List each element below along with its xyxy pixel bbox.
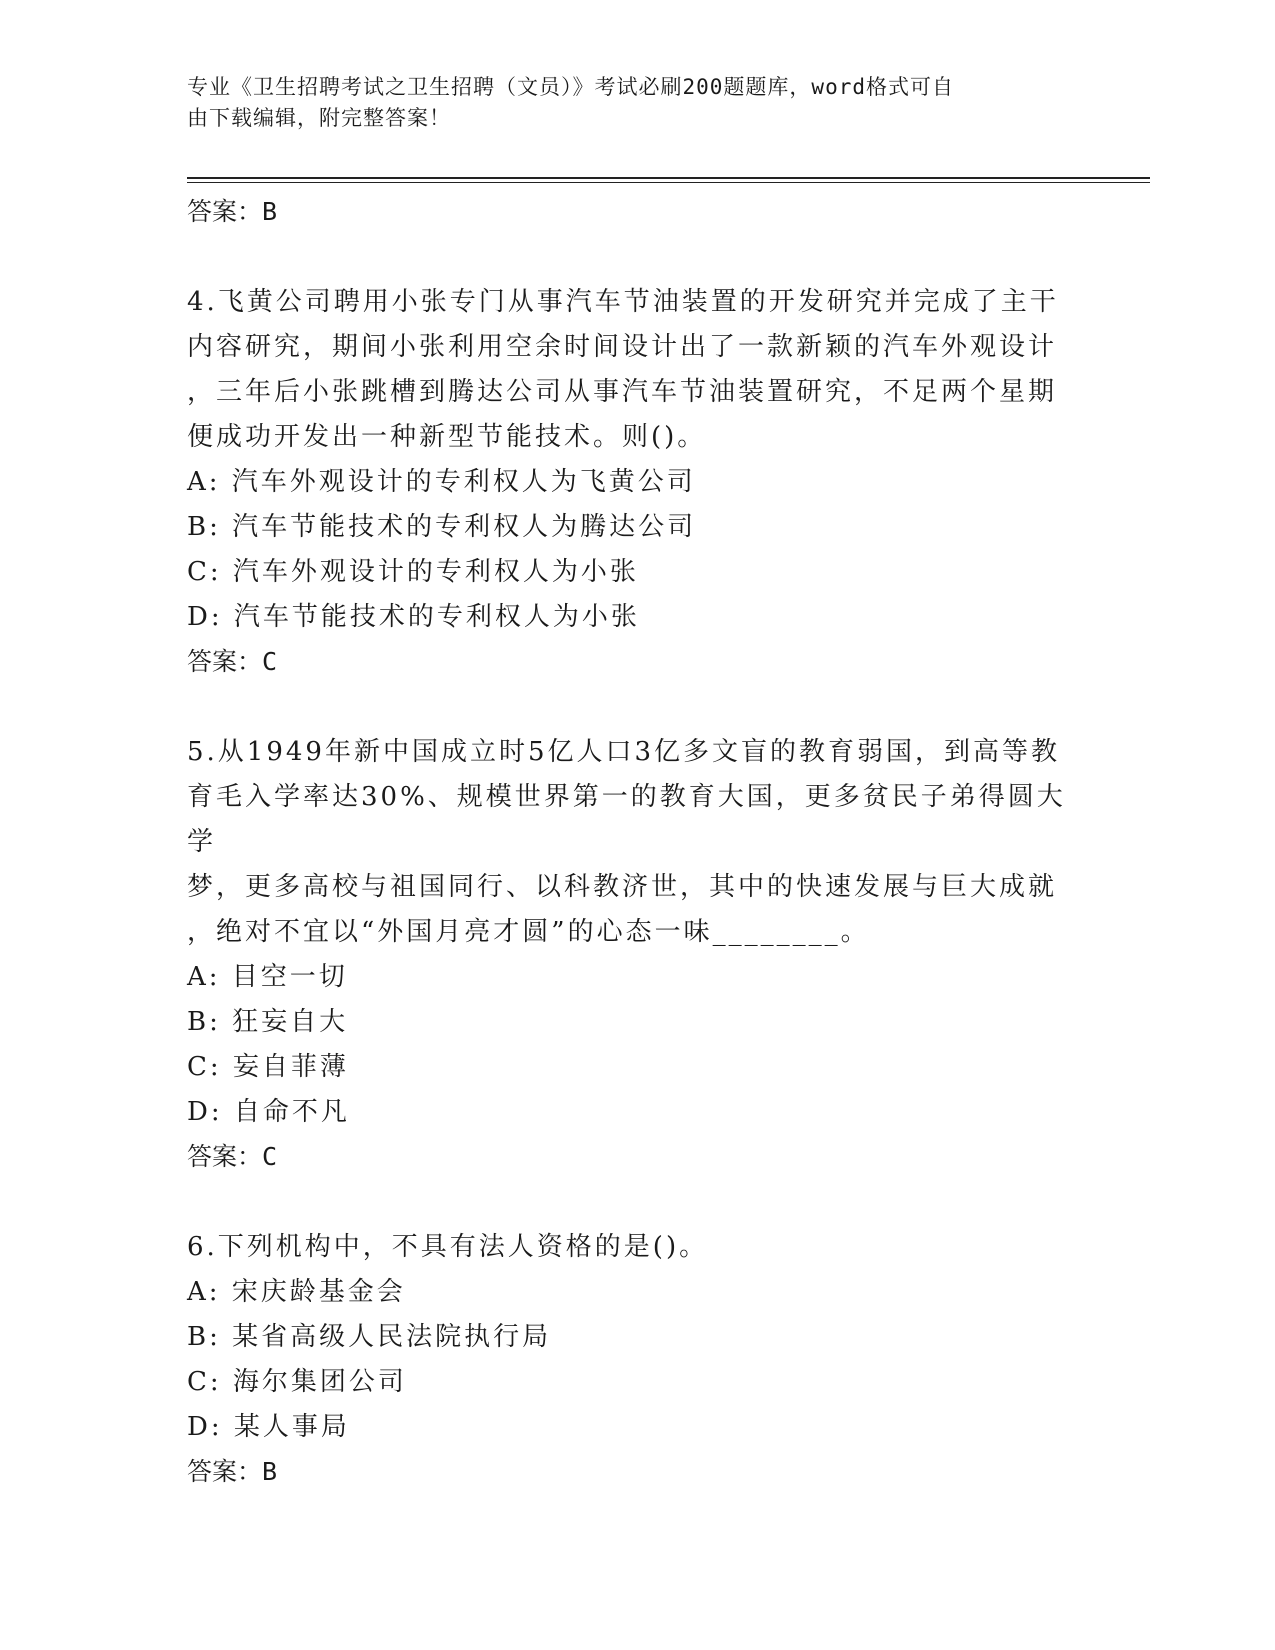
- spacer: [187, 684, 1087, 730]
- option-d: D: 自命不凡: [187, 1097, 350, 1127]
- question-text-line: ，绝对不宜以“外国月亮才圆”的心态一味________。: [187, 917, 870, 947]
- question-6: [187, 1225, 1087, 1494]
- spacer: [187, 234, 1087, 280]
- question-4: [187, 280, 1087, 684]
- answer: 答案：C: [187, 1142, 278, 1171]
- option-c: C: 汽车外观设计的专利权人为小张: [187, 557, 639, 587]
- question-text-line: 4.飞黄公司聘用小张专门从事汽车节油装置的开发研究并完成了主干: [187, 287, 1059, 317]
- question-text-line: 便成功开发出一种新型节能技术。则()。: [187, 422, 707, 452]
- option-b: B: 狂妄自大: [187, 1007, 349, 1037]
- previous-answer: 答案：B: [187, 197, 278, 226]
- header-rule-thin: [187, 182, 1150, 183]
- question-text-line: 育毛入学率达30%、规模世界第一的教育大国，更多贫民子弟得圆大学: [187, 782, 1066, 857]
- question-text-line: 5.从1949年新中国成立时5亿人口3亿多文盲的教育弱国，到高等教: [187, 737, 1061, 767]
- option-c: C: 妄自菲薄: [187, 1052, 349, 1082]
- question-text-line: 梦，更多高校与祖国同行、以科教济世，其中的快速发展与巨大成就: [187, 872, 1058, 902]
- header-rule-thick: [187, 177, 1150, 179]
- question-text-line: 内容研究，期间小张利用空余时间设计出了一款新颖的汽车外观设计: [187, 332, 1058, 362]
- option-b: B: 汽车节能技术的专利权人为腾达公司: [187, 512, 697, 542]
- option-a: A: 宋庆龄基金会: [187, 1277, 406, 1307]
- option-d: D: 某人事局: [187, 1412, 350, 1442]
- header-line-2: 由下载编辑，附完整答案！: [187, 106, 451, 130]
- answer: 答案：B: [187, 1457, 278, 1486]
- question-text-line: 6.下列机构中，不具有法人资格的是()。: [187, 1232, 709, 1262]
- question-5: [187, 730, 1087, 1179]
- question-list: [187, 190, 1087, 1494]
- header-line-1: 专业《卫生招聘考试之卫生招聘（文员）》考试必刷200题题库，word格式可自: [187, 75, 954, 99]
- option-a: A: 汽车外观设计的专利权人为飞黄公司: [187, 467, 696, 497]
- document-header: [187, 72, 1067, 134]
- question-text-line: ，三年后小张跳槽到腾达公司从事汽车节油装置研究，不足两个星期: [187, 377, 1058, 407]
- option-a: A: 目空一切: [187, 962, 348, 992]
- option-c: C: 海尔集团公司: [187, 1367, 407, 1397]
- option-b: B: 某省高级人民法院执行局: [187, 1322, 552, 1352]
- answer: 答案：C: [187, 647, 278, 676]
- spacer: [187, 1179, 1087, 1225]
- option-d: D: 汽车节能技术的专利权人为小张: [187, 602, 640, 632]
